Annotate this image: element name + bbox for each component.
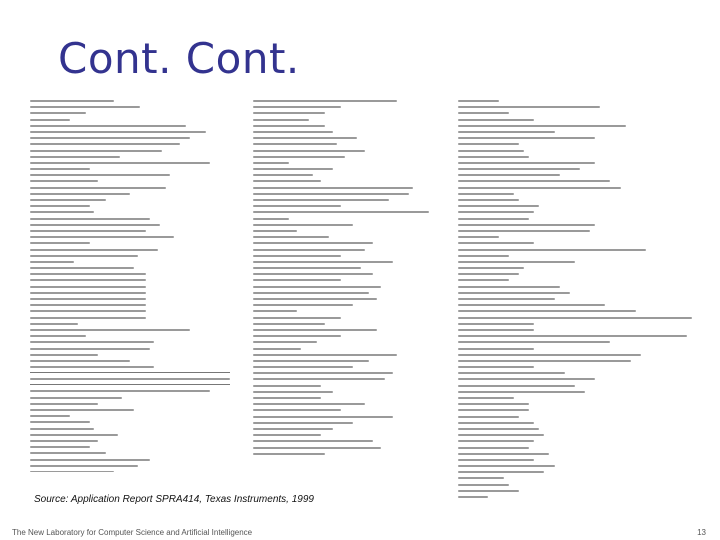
code-line — [458, 434, 544, 436]
code-line — [458, 298, 555, 300]
code-line — [253, 354, 397, 356]
code-line — [30, 236, 174, 238]
code-line — [458, 279, 509, 281]
code-line — [253, 119, 309, 121]
code-line — [253, 329, 377, 331]
code-line — [30, 323, 78, 325]
code-line — [30, 403, 98, 405]
code-line — [30, 304, 146, 306]
code-line — [30, 205, 90, 207]
code-line — [458, 323, 534, 325]
code-line — [458, 366, 534, 368]
code-line — [458, 193, 514, 195]
code-line — [458, 273, 519, 275]
code-line — [458, 292, 570, 294]
code-line — [458, 403, 529, 405]
code-line — [30, 119, 70, 121]
code-line — [30, 471, 114, 472]
code-line — [30, 378, 230, 380]
slide-title: Cont. Cont. — [58, 34, 300, 83]
code-line — [30, 106, 140, 108]
code-line — [30, 434, 118, 436]
code-line — [30, 156, 120, 158]
code-line — [458, 354, 641, 356]
code-line — [253, 310, 297, 312]
code-line — [253, 422, 353, 424]
code-line — [458, 218, 529, 220]
code-line — [253, 205, 341, 207]
code-line — [458, 416, 519, 418]
code-line — [30, 255, 138, 257]
code-line — [458, 106, 600, 108]
code-line — [30, 366, 154, 368]
code-line — [30, 211, 94, 213]
code-line — [253, 372, 393, 374]
code-line — [30, 137, 190, 139]
code-line — [253, 249, 365, 251]
code-line — [458, 490, 519, 492]
code-line — [30, 440, 98, 442]
code-line — [458, 125, 626, 127]
code-line — [458, 199, 519, 201]
code-line — [458, 261, 575, 263]
code-line — [253, 378, 385, 380]
code-line — [458, 459, 534, 461]
code-line — [253, 267, 361, 269]
source-citation: Source: Application Report SPRA414, Texas Instruments, 1999 — [34, 494, 314, 505]
code-line — [458, 496, 488, 498]
code-line — [253, 360, 369, 362]
code-line — [30, 310, 146, 312]
code-line — [30, 218, 150, 220]
code-line — [30, 261, 74, 263]
code-line — [458, 131, 555, 133]
code-line — [458, 372, 565, 374]
code-line — [253, 428, 333, 430]
code-line — [253, 434, 321, 436]
code-line — [253, 180, 321, 182]
code-line — [253, 335, 341, 337]
code-line — [253, 366, 353, 368]
code-line — [458, 156, 529, 158]
code-line — [458, 317, 692, 319]
code-line — [30, 459, 150, 461]
code-line — [30, 335, 86, 337]
footer-text: The New Laboratory for Computer Science and Artificial Intelligence — [12, 528, 253, 537]
code-line — [30, 329, 190, 331]
code-line — [253, 385, 321, 387]
code-line — [253, 391, 333, 393]
code-line — [30, 273, 146, 275]
code-line — [253, 304, 353, 306]
code-line — [253, 409, 341, 411]
code-line — [458, 236, 499, 238]
code-line — [458, 180, 610, 182]
code-line — [458, 112, 509, 114]
code-line — [253, 112, 325, 114]
code-line — [458, 310, 636, 312]
code-line — [458, 348, 534, 350]
code-line — [458, 304, 605, 306]
code-line — [458, 205, 539, 207]
code-line — [253, 255, 341, 257]
code-line — [30, 199, 106, 201]
code-line — [253, 440, 373, 442]
code-line — [253, 292, 369, 294]
code-line — [458, 378, 595, 380]
code-line — [458, 341, 610, 343]
code-line — [30, 174, 170, 176]
code-line — [30, 125, 186, 127]
code-line — [30, 298, 146, 300]
code-line — [253, 397, 321, 399]
code-line — [253, 453, 325, 455]
code-line — [30, 180, 98, 182]
code-line — [458, 249, 646, 251]
code-line — [253, 348, 301, 350]
code-line — [30, 390, 210, 392]
code-line — [458, 409, 529, 411]
code-line — [30, 131, 206, 133]
code-line — [458, 230, 590, 232]
code-line — [458, 335, 687, 337]
code-line — [253, 230, 297, 232]
code-line — [253, 106, 341, 108]
code-line — [30, 397, 122, 399]
code-line — [253, 273, 373, 275]
code-line — [253, 447, 381, 449]
code-line — [253, 211, 429, 213]
code-line — [30, 193, 130, 195]
code-line — [30, 100, 114, 102]
code-line — [458, 360, 631, 362]
code-line — [30, 224, 160, 226]
code-line — [253, 162, 289, 164]
code-line — [30, 150, 162, 152]
code-line — [458, 137, 595, 139]
code-line — [458, 242, 534, 244]
code-line — [458, 162, 595, 164]
code-line — [458, 391, 585, 393]
separator-rule — [30, 384, 230, 385]
code-line — [458, 447, 529, 449]
code-line — [30, 168, 90, 170]
code-line — [458, 397, 514, 399]
code-line — [253, 341, 317, 343]
code-line — [30, 465, 138, 467]
code-line — [30, 409, 134, 411]
code-line — [458, 471, 544, 473]
separator-rule — [30, 372, 230, 373]
code-line — [253, 279, 341, 281]
code-line — [30, 421, 90, 423]
code-line — [253, 261, 393, 263]
code-line — [30, 279, 146, 281]
code-line — [253, 416, 393, 418]
code-line — [253, 317, 341, 319]
code-line — [458, 224, 595, 226]
code-line — [458, 440, 534, 442]
code-line — [253, 224, 353, 226]
code-line — [253, 168, 333, 170]
code-line — [253, 323, 325, 325]
code-line — [30, 341, 154, 343]
code-line — [30, 354, 98, 356]
code-line — [253, 100, 397, 102]
code-line — [30, 292, 146, 294]
code-line — [253, 156, 345, 158]
code-line — [458, 174, 560, 176]
code-line — [30, 249, 158, 251]
code-line — [253, 298, 377, 300]
code-line — [253, 137, 357, 139]
code-line — [458, 465, 555, 467]
code-line — [253, 403, 365, 405]
code-column-1 — [30, 100, 230, 472]
code-line — [253, 286, 381, 288]
code-line — [458, 329, 534, 331]
code-line — [458, 286, 560, 288]
code-line — [30, 317, 146, 319]
code-line — [30, 452, 106, 454]
code-line — [30, 230, 146, 232]
code-line — [30, 415, 70, 417]
code-line — [30, 162, 210, 164]
code-line — [30, 348, 150, 350]
code-line — [30, 428, 94, 430]
code-line — [30, 187, 166, 189]
code-line — [253, 131, 333, 133]
code-line — [253, 236, 329, 238]
code-line — [458, 119, 534, 121]
code-line — [30, 112, 86, 114]
code-line — [458, 168, 580, 170]
code-line — [458, 453, 549, 455]
code-line — [458, 150, 524, 152]
page-number: 13 — [697, 528, 706, 537]
code-line — [253, 143, 337, 145]
code-line — [458, 484, 509, 486]
code-line — [458, 211, 534, 213]
code-line — [253, 242, 373, 244]
code-line — [458, 428, 539, 430]
code-line — [458, 100, 499, 102]
code-line — [253, 125, 325, 127]
code-line — [253, 199, 389, 201]
code-line — [253, 150, 365, 152]
code-line — [253, 218, 289, 220]
code-line — [30, 242, 90, 244]
code-line — [30, 446, 90, 448]
code-line — [458, 187, 621, 189]
code-line — [30, 143, 180, 145]
code-line — [253, 187, 413, 189]
code-line — [253, 174, 313, 176]
code-line — [458, 255, 509, 257]
code-column-3 — [458, 100, 712, 500]
code-line — [30, 286, 146, 288]
code-line — [458, 385, 575, 387]
code-line — [30, 360, 130, 362]
code-line — [253, 193, 409, 195]
code-column-2 — [253, 100, 453, 455]
code-line — [458, 267, 524, 269]
code-line — [30, 267, 134, 269]
code-line — [458, 422, 534, 424]
code-line — [458, 143, 519, 145]
code-line — [458, 477, 504, 479]
